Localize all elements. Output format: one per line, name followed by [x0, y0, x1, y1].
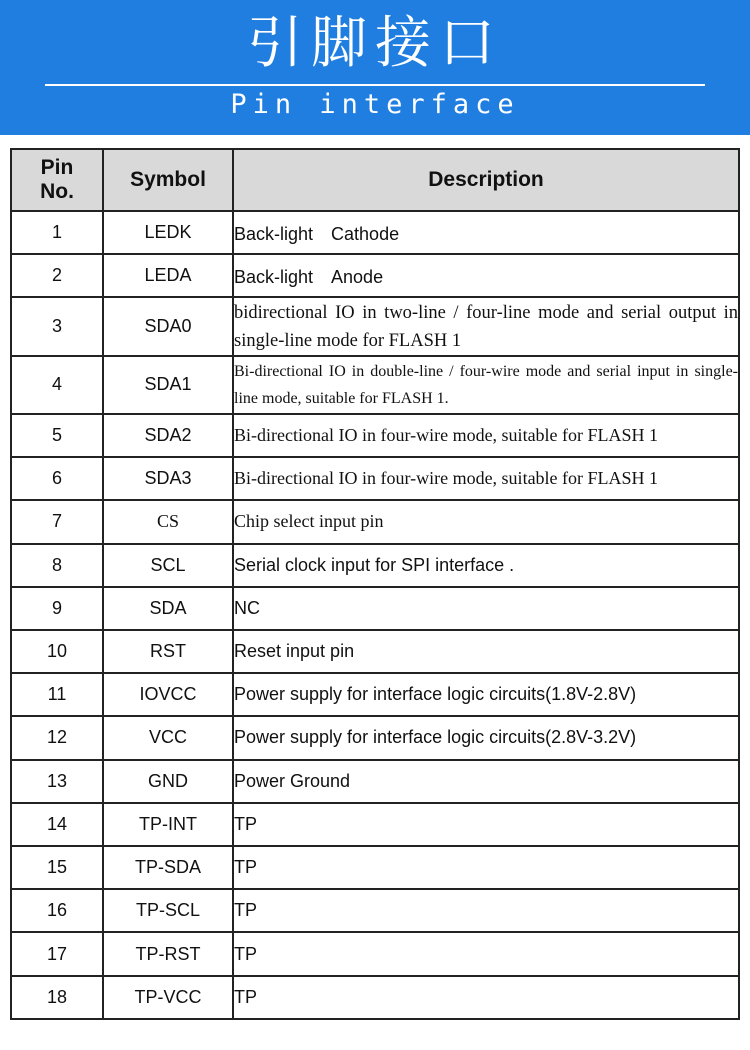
column-header-description: Description [233, 149, 739, 211]
pin-symbol: SCL [103, 544, 233, 587]
pin-symbol: SDA0 [103, 297, 233, 355]
title-divider [45, 84, 705, 86]
table-row [11, 716, 739, 759]
table-row [11, 356, 739, 414]
table-row [11, 500, 739, 543]
column-header-symbol: Symbol [103, 149, 233, 211]
pin-number: 13 [11, 760, 103, 803]
pin-description: Chip select input pin [233, 500, 739, 543]
pin-symbol: LEDK [103, 211, 233, 254]
table-row [11, 587, 739, 630]
pin-description: Bi-directional IO in four-wire mode, suitable for FLASH 1 [233, 414, 739, 457]
pin-table [10, 148, 740, 1020]
table-row [11, 673, 739, 716]
pin-number: 15 [11, 846, 103, 889]
pin-symbol: GND [103, 760, 233, 803]
pin-number: 4 [11, 356, 103, 414]
pin-description: Back-light Cathode [233, 211, 739, 254]
pin-symbol: SDA2 [103, 414, 233, 457]
pin-symbol: CS [103, 500, 233, 543]
pin-number: 17 [11, 932, 103, 975]
pin-number: 5 [11, 414, 103, 457]
pin-symbol: TP-SCL [103, 889, 233, 932]
table-header-row [11, 149, 739, 211]
table-row [11, 760, 739, 803]
pin-number: 18 [11, 976, 103, 1019]
pin-description: Power supply for interface logic circuits(2.8V-3.2V) [233, 716, 739, 759]
pin-number: 16 [11, 889, 103, 932]
pin-symbol: TP-VCC [103, 976, 233, 1019]
page-title-english: Pin interface [230, 89, 520, 120]
table-row [11, 630, 739, 673]
pin-symbol: TP-RST [103, 932, 233, 975]
table-row [11, 297, 739, 355]
pin-description: TP [233, 803, 739, 846]
pin-number: 14 [11, 803, 103, 846]
pin-number: 3 [11, 297, 103, 355]
pin-symbol: VCC [103, 716, 233, 759]
pin-description: TP [233, 976, 739, 1019]
pin-symbol: TP-INT [103, 803, 233, 846]
pin-symbol: IOVCC [103, 673, 233, 716]
pin-symbol: RST [103, 630, 233, 673]
table-row [11, 846, 739, 889]
pin-number: 2 [11, 254, 103, 297]
table-row [11, 254, 739, 297]
pin-description: Back-light Anode [233, 254, 739, 297]
pin-description: Power supply for interface logic circuits(1.8V-2.8V) [233, 673, 739, 716]
table-row [11, 889, 739, 932]
pin-description: TP [233, 889, 739, 932]
pin-number: 7 [11, 500, 103, 543]
page-title-chinese: 引脚接口 [247, 11, 503, 76]
pin-description: NC [233, 587, 739, 630]
header-banner [0, 0, 750, 135]
pin-symbol: LEDA [103, 254, 233, 297]
pin-number: 10 [11, 630, 103, 673]
pin-description: TP [233, 932, 739, 975]
pin-symbol: SDA3 [103, 457, 233, 500]
pin-description: Serial clock input for SPI interface . [233, 544, 739, 587]
pin-description: bidirectional IO in two-line / four-line mode and serial output in single-line mode for FLASH 1 [233, 297, 739, 355]
table-row [11, 457, 739, 500]
pin-description: Bi-directional IO in double-line / four-wire mode and serial input in single-line mode, suitable for FLASH 1. [233, 356, 739, 414]
pin-number: 8 [11, 544, 103, 587]
table-row [11, 544, 739, 587]
pin-description: Bi-directional IO in four-wire mode, suitable for FLASH 1 [233, 457, 739, 500]
pin-symbol: TP-SDA [103, 846, 233, 889]
table-row [11, 211, 739, 254]
pin-symbol: SDA [103, 587, 233, 630]
column-header-pin-no: Pin No. [11, 149, 103, 211]
pin-number: 1 [11, 211, 103, 254]
pin-description: Power Ground [233, 760, 739, 803]
table-row [11, 976, 739, 1019]
pin-number: 11 [11, 673, 103, 716]
table-row [11, 803, 739, 846]
pin-number: 12 [11, 716, 103, 759]
table-row [11, 414, 739, 457]
pin-number: 9 [11, 587, 103, 630]
pin-description: Reset input pin [233, 630, 739, 673]
pin-description: TP [233, 846, 739, 889]
pin-number: 6 [11, 457, 103, 500]
pin-symbol: SDA1 [103, 356, 233, 414]
table-row [11, 932, 739, 975]
